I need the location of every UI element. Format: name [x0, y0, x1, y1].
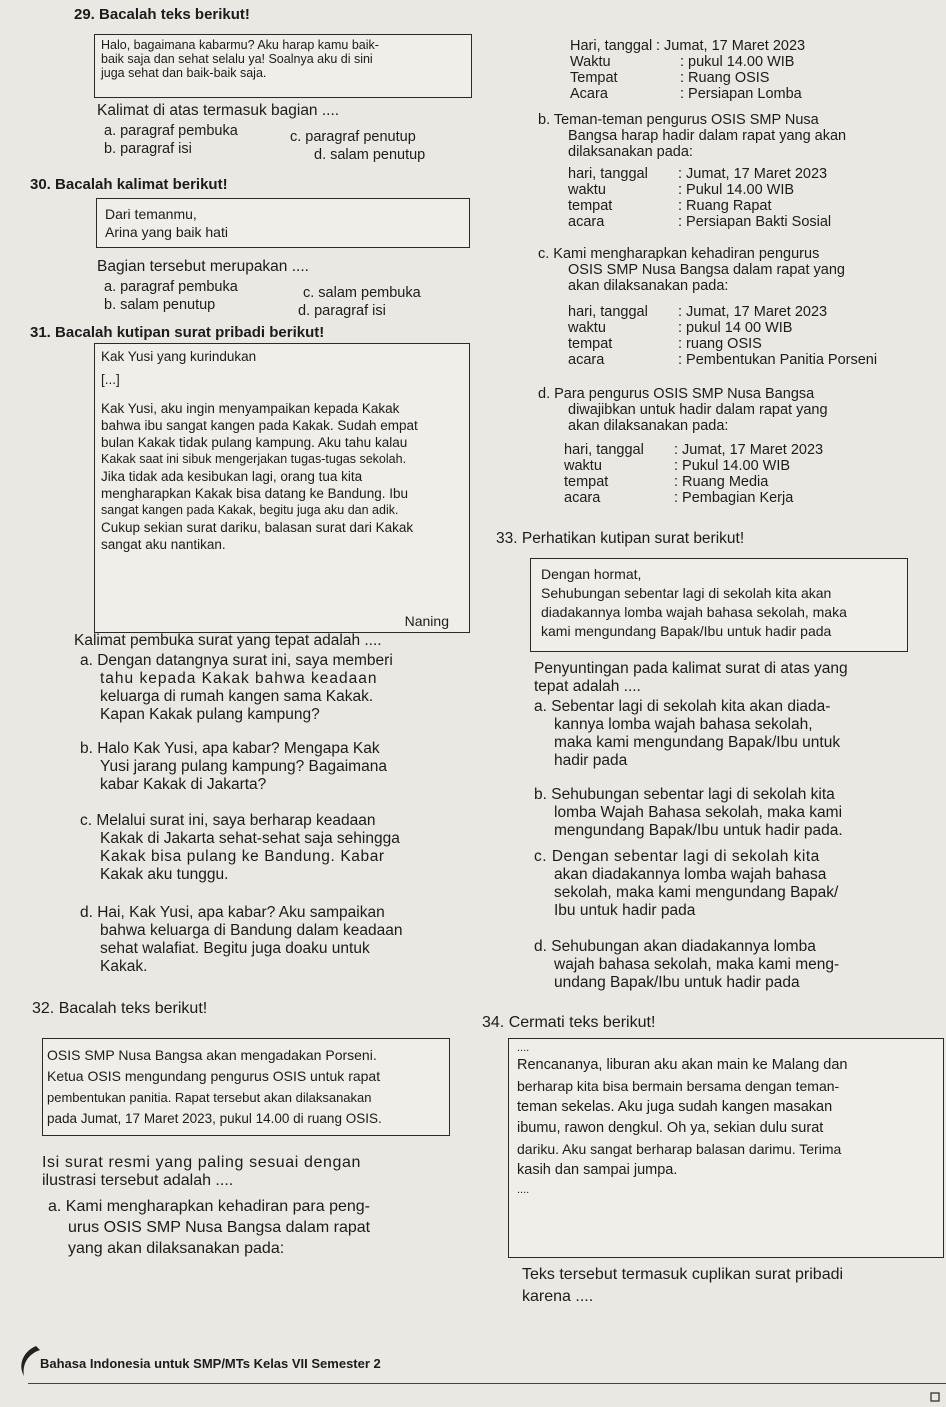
- schedule-row: [568, 336, 877, 352]
- schedule-value: : ruang OSIS: [678, 336, 762, 352]
- q33-prompt: [534, 660, 848, 696]
- q29-box-line: juga sehat dan baik-baik saja.: [101, 66, 267, 80]
- schedule-value: : Ruang OSIS: [680, 70, 770, 86]
- q32-option-c-line: c. Kami mengharapkan kehadiran pengurus: [538, 246, 820, 262]
- schedule-value: : Persiapan Bakti Sosial: [678, 214, 832, 230]
- q31-option-a-line: a. Dengan datangnya surat ini, saya memberi: [80, 652, 393, 669]
- q33-option-a-line: kannya lomba wajah bahasa sekolah,: [554, 716, 813, 733]
- q31-option-c-line: c. Melalui surat ini, saya berharap keadaan: [80, 812, 376, 829]
- q31-box-line: bahwa ibu sangat kangen pada Kakak. Sudah empat: [101, 418, 418, 433]
- q31-salutation: Kak Yusi yang kurindukan: [101, 349, 257, 364]
- schedule-value: : Pembagian Kerja: [674, 490, 794, 506]
- schedule-row: [570, 86, 805, 102]
- schedule-key: acara: [568, 214, 605, 230]
- q33-option-a-line: maka kami mengundang Bapak/Ibu untuk: [554, 734, 841, 751]
- q30-title: 30. Bacalah kalimat berikut!: [30, 176, 228, 193]
- q29-text-box: [94, 34, 472, 98]
- q33-option-c-line: sekolah, maka kami mengundang Bapak/: [554, 884, 839, 901]
- q31-box-line: Cukup sekian surat dariku, balasan surat dari Kakak: [101, 520, 414, 535]
- q31-option-d-line: Kakak.: [100, 958, 148, 975]
- schedule-value: : Pembentukan Panitia Porseni: [678, 352, 878, 368]
- q33-box-line: Sehubungan sebentar lagi di sekolah kita akan: [541, 585, 832, 601]
- q30-text-box: [96, 198, 470, 248]
- q32-option-a-line: urus OSIS SMP Nusa Bangsa dalam rapat: [68, 1219, 371, 1236]
- q33-option-c-line: c. Dengan sebentar lagi di sekolah kita: [534, 848, 820, 865]
- footer-rule: [28, 1383, 946, 1384]
- q34-prompt-line: karena ....: [522, 1288, 594, 1305]
- q31-option-a-line: tahu kepada Kakak bahwa keadaan: [100, 670, 378, 687]
- q32-box-line: pada Jumat, 17 Maret 2023, pukul 14.00 di ruang OSIS.: [47, 1111, 382, 1126]
- q34-prompt: [522, 1264, 843, 1308]
- q34-ellipsis: ....: [517, 1184, 530, 1196]
- q32-option-a-line: yang akan dilaksanakan pada:: [68, 1240, 285, 1257]
- q31-option-c[interactable]: [80, 812, 400, 884]
- q31-option-b[interactable]: [80, 740, 387, 794]
- q31-text-box: [94, 343, 470, 633]
- schedule-key: Acara: [570, 86, 608, 102]
- schedule-value: : Ruang Rapat: [678, 198, 772, 214]
- q32-prompt-line: ilustrasi tersebut adalah ....: [42, 1172, 234, 1189]
- schedule-row: [568, 182, 831, 198]
- q33-prompt-line: Penyuntingan pada kalimat surat di atas yang: [534, 660, 848, 677]
- q30-option-b[interactable]: b. salam penutup: [104, 297, 216, 313]
- q29-box-line: Halo, bagaimana kabarmu? Aku harap kamu baik-: [101, 38, 379, 52]
- q32-option-c-line: OSIS SMP Nusa Bangsa dalam rapat yang: [568, 262, 845, 278]
- schedule-key: Hari, tanggal: [570, 38, 653, 54]
- schedule-value: : Jumat, 17 Maret 2023: [674, 442, 824, 458]
- schedule-value: : pukul 14.00 WIB: [680, 54, 795, 70]
- q34-prompt-line: Teks tersebut termasuk cuplikan surat pribadi: [522, 1266, 844, 1283]
- q33-option-d-line: wajah bahasa sekolah, maka kami meng-: [554, 956, 840, 973]
- footer-swoosh-icon: [14, 1344, 42, 1378]
- q31-option-b-line: Yusi jarang pulang kampung? Bagaimana: [100, 758, 387, 775]
- q33-prompt-line: tepat adalah ....: [534, 678, 641, 695]
- schedule-row: [568, 198, 831, 214]
- q29-option-b[interactable]: b. paragraf isi: [104, 141, 192, 157]
- schedule-row: [570, 54, 805, 70]
- q31-option-d-line: sehat walafiat. Begitu juga doaku untuk: [100, 940, 370, 957]
- schedule-value: : Jumat, 17 Maret 2023: [656, 38, 806, 54]
- q29-prompt: Kalimat di atas termasuk bagian ....: [97, 102, 340, 119]
- q34-ellipsis: ....: [517, 1042, 530, 1054]
- q30-box-line: Arina yang baik hati: [105, 224, 228, 240]
- q31-title: 31. Bacalah kutipan surat pribadi berikut!: [30, 324, 325, 341]
- schedule-row: [564, 490, 823, 506]
- q32-option-c[interactable]: [538, 246, 845, 294]
- q32-option-b-line: Bangsa harap hadir dalam rapat yang akan: [568, 128, 847, 144]
- schedule-value: : pukul 14 00 WIB: [678, 320, 793, 336]
- schedule-key: waktu: [568, 182, 606, 198]
- q29-title: 29. Bacalah teks berikut!: [74, 6, 250, 23]
- q34-box-line: ibumu, rawon dengkul. Oh ya, sekian dulu surat: [517, 1120, 824, 1136]
- q32-option-b-line: dilaksanakan pada:: [568, 144, 693, 160]
- q33-option-b[interactable]: [534, 786, 843, 840]
- q31-option-a[interactable]: [80, 652, 393, 724]
- q34-box-line: dariku. Aku sangat berharap balasan darimu. Terima: [517, 1141, 842, 1157]
- q31-option-d-line: bahwa keluarga di Bandung dalam keadaan: [100, 922, 403, 939]
- q34-box-line: teman sekelas. Aku juga sudah kangen masakan: [517, 1099, 833, 1115]
- schedule-row: [568, 352, 877, 368]
- schedule-key: hari, tanggal: [568, 166, 648, 182]
- schedule-row: [568, 320, 877, 336]
- q33-option-a[interactable]: [534, 698, 840, 770]
- q32-option-d-schedule: [564, 442, 823, 506]
- corner-square-icon: [930, 1392, 940, 1402]
- page-footer: Bahasa Indonesia untuk SMP/MTs Kelas VII Semester 2: [40, 1356, 381, 1371]
- q33-option-b-line: lomba Wajah Bahasa sekolah, maka kami: [554, 804, 843, 821]
- q32-title: 32. Bacalah teks berikut!: [32, 1000, 208, 1017]
- schedule-row: [568, 304, 877, 320]
- q34-box-line: kasih dan sampai jumpa.: [517, 1162, 678, 1178]
- q31-ellipsis: [...]: [101, 372, 120, 387]
- q30-prompt: Bagian tersebut merupakan ....: [97, 258, 309, 275]
- q31-box-line: Kak Yusi, aku ingin menyampaikan kepada Kakak: [101, 401, 400, 416]
- q32-option-b[interactable]: [538, 112, 846, 160]
- schedule-key: waktu: [568, 320, 606, 336]
- q31-option-a-line: Kapan Kakak pulang kampung?: [100, 706, 320, 723]
- schedule-value: : Jumat, 17 Maret 2023: [678, 304, 828, 320]
- q33-text-box: [530, 558, 908, 652]
- q29-box-line: baik saja dan sehat selalu ya! Soalnya aku di sini: [101, 52, 373, 66]
- q33-option-d[interactable]: [534, 938, 839, 992]
- q33-option-b-line: mengundang Bapak/Ibu untuk hadir pada.: [554, 822, 843, 839]
- q31-prompt: Kalimat pembuka surat yang tepat adalah ....: [74, 632, 382, 649]
- schedule-key: acara: [568, 352, 605, 368]
- q31-option-b-line: b. Halo Kak Yusi, apa kabar? Mengapa Kak: [80, 740, 380, 757]
- q31-box-line: bulan Kakak tidak pulang kampung. Aku tahu kalau: [101, 435, 408, 450]
- q32-option-a[interactable]: [48, 1196, 370, 1259]
- q33-option-a-line: a. Sebentar lagi di sekolah kita akan diada-: [534, 698, 831, 715]
- q29-option-d[interactable]: d. salam penutup: [314, 147, 426, 163]
- q33-option-c-line: Ibu untuk hadir pada: [554, 902, 696, 919]
- q29-option-c[interactable]: c. paragraf penutup: [290, 129, 416, 145]
- q31-option-c-line: Kakak aku tunggu.: [100, 866, 229, 883]
- schedule-value: : Pukul 14.00 WIB: [674, 458, 791, 474]
- schedule-value: : Ruang Media: [674, 474, 769, 490]
- q31-box-line: Kakak saat ini sibuk mengerjakan tugas-tugas sekolah.: [101, 452, 407, 466]
- schedule-key: Waktu: [570, 54, 611, 70]
- q32-option-b-line: b. Teman-teman pengurus OSIS SMP Nusa: [538, 112, 819, 128]
- q30-box-line: Dari temanmu,: [105, 206, 197, 222]
- schedule-value: : Pukul 14.00 WIB: [678, 182, 795, 198]
- q32-box-line: Ketua OSIS mengundang pengurus OSIS untuk rapat: [47, 1068, 381, 1084]
- q32-option-d-line: akan dilaksanakan pada:: [568, 418, 729, 434]
- q33-title: 33. Perhatikan kutipan surat berikut!: [496, 530, 745, 547]
- schedule-key: tempat: [568, 198, 613, 214]
- q32-option-c-schedule: [568, 304, 877, 368]
- q32-option-d-line: diwajibkan untuk hadir dalam rapat yang: [568, 402, 828, 418]
- q31-option-a-line: keluarga di rumah kangen sama Kakak.: [100, 688, 374, 705]
- q32-option-b-schedule: [568, 166, 831, 230]
- right-column: [480, 0, 946, 1340]
- q33-option-d-line: d. Sehubungan akan diadakannya lomba: [534, 938, 816, 955]
- q32-prompt-line: Isi surat resmi yang paling sesuai dengan: [42, 1154, 361, 1171]
- schedule-value: : Jumat, 17 Maret 2023: [678, 166, 828, 182]
- schedule-row: [564, 442, 823, 458]
- q31-box-line: Jika tidak ada kesibukan lagi, orang tua kita: [101, 469, 363, 484]
- schedule-key: hari, tanggal: [568, 304, 648, 320]
- q34-title: 34. Cermati teks berikut!: [482, 1014, 656, 1031]
- q31-signature: Naning: [404, 613, 449, 629]
- q32-option-d[interactable]: [538, 386, 828, 434]
- schedule-key: tempat: [564, 474, 609, 490]
- schedule-key: waktu: [564, 458, 602, 474]
- q33-option-d-line: undang Bapak/Ibu untuk hadir pada: [554, 974, 800, 991]
- q33-box-line: kami mengundang Bapak/Ibu untuk hadir pada: [541, 623, 832, 639]
- q33-option-a-line: hadir pada: [554, 752, 628, 769]
- schedule-row: [568, 214, 831, 230]
- schedule-row: [570, 38, 805, 54]
- q32-option-a-schedule: [570, 38, 805, 102]
- q33-box-line: Dengan hormat,: [541, 566, 642, 582]
- q31-option-c-line: Kakak bisa pulang ke Bandung. Kabar: [100, 848, 385, 865]
- q32-option-a-line: a. Kami mengharapkan kehadiran para peng-: [48, 1198, 370, 1215]
- q31-option-c-line: Kakak di Jakarta sehat-sehat saja sehingga: [100, 830, 400, 847]
- schedule-row: [568, 166, 831, 182]
- schedule-key: hari, tanggal: [564, 442, 644, 458]
- q31-box-line: mengharapkan Kakak bisa datang ke Bandung. Ibu: [101, 486, 408, 501]
- q34-text-box: [508, 1038, 944, 1258]
- q32-text-box: [42, 1038, 450, 1136]
- q33-option-c[interactable]: [534, 848, 838, 920]
- q32-box-line: pembentukan panitia. Rapat tersebut akan dilaksanakan: [47, 1090, 372, 1105]
- q31-option-b-line: kabar Kakak di Jakarta?: [100, 776, 267, 793]
- q32-box-line: OSIS SMP Nusa Bangsa akan mengadakan Porseni.: [47, 1047, 377, 1063]
- schedule-key: acara: [564, 490, 601, 506]
- q30-option-a[interactable]: a. paragraf pembuka: [104, 279, 238, 295]
- q33-box-line: diadakannya lomba wajah bahasa sekolah, maka: [541, 604, 847, 620]
- schedule-row: [570, 70, 805, 86]
- q30-option-d[interactable]: d. paragraf isi: [298, 303, 386, 319]
- q34-box-line: berharap kita bisa bermain bersama dengan teman-: [517, 1078, 840, 1094]
- q31-option-d-line: d. Hai, Kak Yusi, apa kabar? Aku sampaikan: [80, 904, 385, 921]
- schedule-key: Tempat: [570, 70, 618, 86]
- q29-option-a[interactable]: a. paragraf pembuka: [104, 123, 238, 139]
- left-column: [0, 0, 480, 1371]
- schedule-value: : Persiapan Lomba: [680, 86, 802, 102]
- q34-box-line: Rencananya, liburan aku akan main ke Malang dan: [517, 1057, 848, 1073]
- q32-option-d-line: d. Para pengurus OSIS SMP Nusa Bangsa: [538, 386, 815, 402]
- q31-box-line: sangat aku nantikan.: [101, 537, 226, 552]
- q33-option-b-line: b. Sehubungan sebentar lagi di sekolah kita: [534, 786, 835, 803]
- q32-prompt: [42, 1154, 361, 1190]
- schedule-row: [564, 474, 823, 490]
- schedule-row: [564, 458, 823, 474]
- q32-option-c-line: akan dilaksanakan pada:: [568, 278, 729, 294]
- q31-option-d[interactable]: [80, 904, 402, 976]
- schedule-key: tempat: [568, 336, 613, 352]
- q33-option-c-line: akan diadakannya lomba wajah bahasa: [554, 866, 827, 883]
- q30-option-c[interactable]: c. salam pembuka: [303, 285, 421, 301]
- q31-box-line: sangat kangen pada Kakak, begitu juga aku dan adik.: [101, 503, 399, 517]
